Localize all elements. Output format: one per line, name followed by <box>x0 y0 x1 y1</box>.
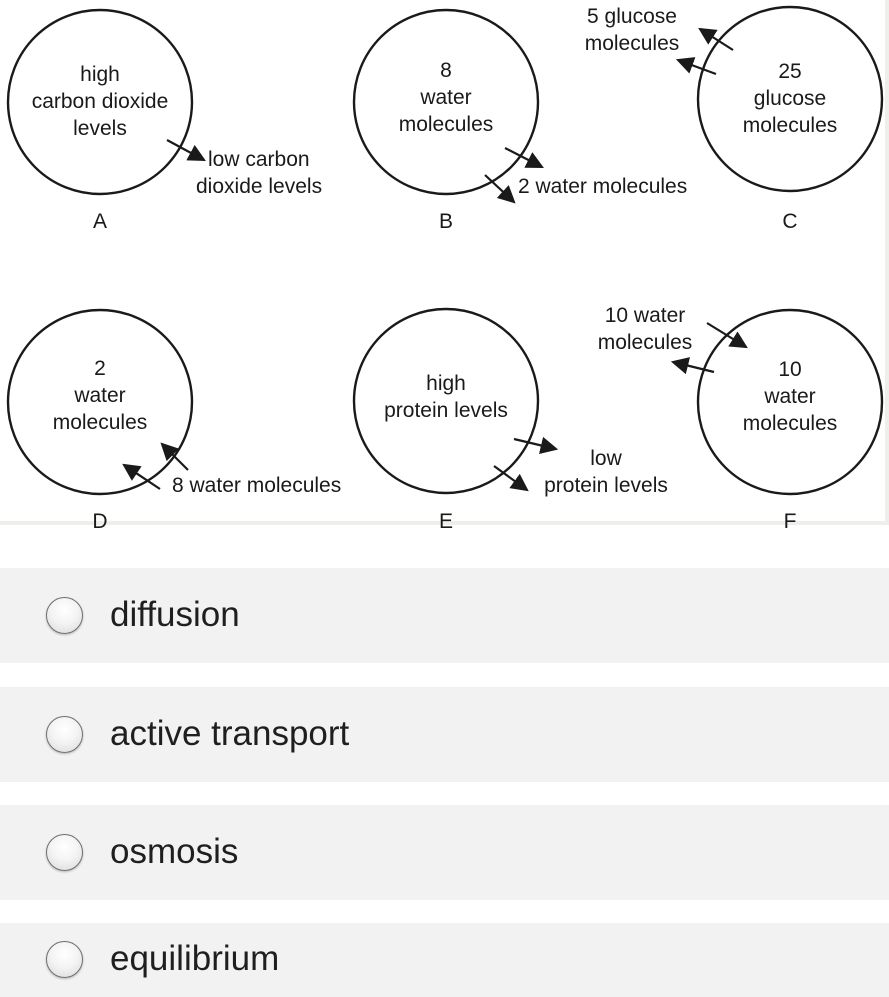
answer-option-diffusion[interactable] <box>0 568 889 663</box>
radio-button[interactable] <box>46 716 83 753</box>
cell-e-outside-line-2: protein levels <box>544 474 668 497</box>
cell-f-outside-line-2: molecules <box>597 331 693 354</box>
answer-option-label: diffusion <box>110 594 240 634</box>
cell-e-outside-line-1: low <box>590 447 622 470</box>
radio-button[interactable] <box>46 941 83 978</box>
cell-b-inside-line-3: molecules <box>398 113 494 136</box>
cell-d-inside-line-2: water <box>74 384 126 407</box>
cell-a-inside-line-1: high <box>80 63 120 86</box>
cell-b-inside-line-1: 8 <box>440 59 452 82</box>
cell-c-inside-line-1: 25 <box>778 60 802 83</box>
cell-e-arrow-1 <box>514 439 556 449</box>
cell-a-inside-line-2: carbon dioxide <box>31 90 169 113</box>
cell-d-inside-line-1: 2 <box>94 357 106 380</box>
cell-a-inside-line-3: levels <box>73 117 127 140</box>
cell-a-outside-line-2: dioxide levels <box>196 175 323 198</box>
cell-c-outside-line-2: molecules <box>584 32 680 55</box>
cell-f-arrow-out <box>673 362 714 372</box>
answer-option-active-transport[interactable] <box>0 687 889 782</box>
cell-e-inside-line-2: protein levels <box>384 399 508 422</box>
answer-option-label: equilibrium <box>110 939 280 979</box>
cell-c-inside-line-3: molecules <box>742 114 838 137</box>
cell-c-arrow-2 <box>678 60 716 74</box>
answer-option-equilibrium[interactable] <box>0 923 889 997</box>
cell-f-label: F <box>783 510 797 533</box>
cell-f-arrow-in <box>707 323 746 347</box>
answer-option-label: active transport <box>110 713 350 753</box>
radio-button[interactable] <box>46 597 83 634</box>
cell-b-label: B <box>438 210 454 233</box>
cell-e-arrow-2 <box>494 466 527 490</box>
cell-f-inside-line-2: water <box>764 385 816 408</box>
cell-f-outside-line-1: 10 water <box>604 304 686 327</box>
cell-a-outside-line-1: low carbon <box>208 148 310 171</box>
cell-d-outside-line-1: 8 water molecules <box>172 474 342 497</box>
cell-b-inside-line-2: water <box>420 86 472 109</box>
cell-c-outside-line-1: 5 glucose <box>587 5 677 28</box>
cell-f-inside-line-3: molecules <box>742 412 838 435</box>
cell-b-outside-line-1: 2 water molecules <box>518 175 688 198</box>
cell-b-arrow-2 <box>485 175 514 202</box>
cell-e-label: E <box>438 510 454 533</box>
cell-e-inside-line-1: high <box>426 372 466 395</box>
radio-button[interactable] <box>46 834 83 871</box>
cell-f-inside-line-1: 10 <box>778 358 802 381</box>
answer-option-label: osmosis <box>110 831 239 871</box>
cell-a-label: A <box>92 210 108 233</box>
cell-d-inside-line-3: molecules <box>52 411 148 434</box>
answer-option-osmosis[interactable] <box>0 805 889 900</box>
cell-c-label: C <box>782 210 798 233</box>
cell-c-inside-line-2: glucose <box>753 87 827 110</box>
cell-d-label: D <box>92 510 108 533</box>
